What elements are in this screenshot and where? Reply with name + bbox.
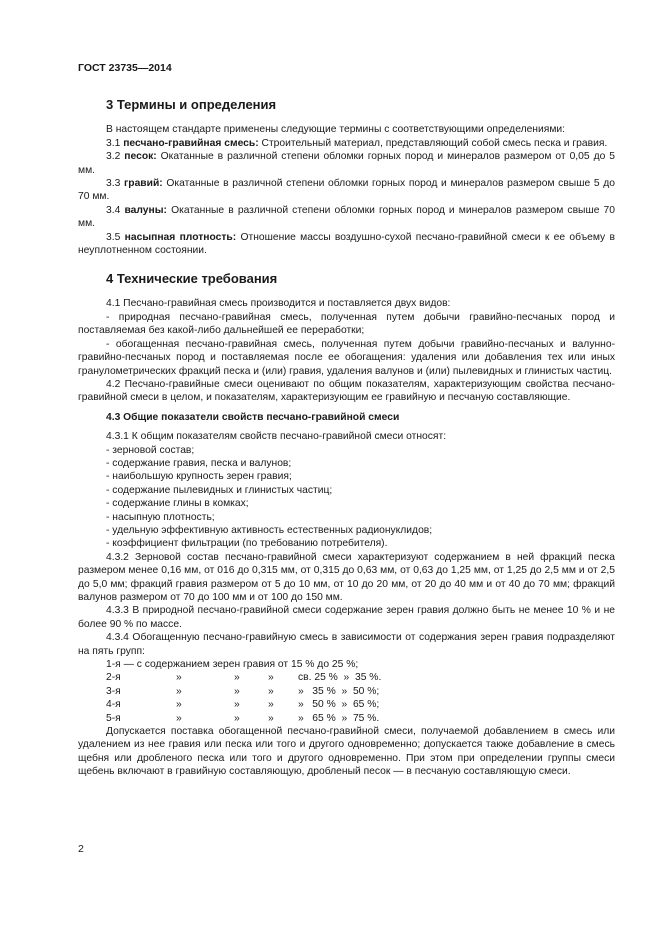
term-number: 3.1 bbox=[106, 137, 121, 149]
group-cell: » bbox=[268, 712, 274, 724]
term-definition bbox=[78, 204, 615, 231]
para-4-3-1: 4.3.1 К общим показателям свойств песчано-гравийной смеси относят: bbox=[106, 431, 447, 443]
group-cell: » bbox=[234, 699, 240, 711]
group-cell: » 65 % » 75 %. bbox=[298, 712, 380, 724]
para-4-1-item: - природная песчано-гравийная смесь, полученная путем добычи гравийно-песчаных пород и поставляемая без какой-либо дальнейшей ее переработки; bbox=[78, 311, 615, 337]
para-4-1: 4.1 Песчано-гравийная смесь производится и поставляется двух видов: bbox=[106, 298, 451, 310]
term-number: 3.5 bbox=[106, 231, 121, 243]
list-item: - коэффициент фильтрации (по требованию потребителя). bbox=[106, 538, 388, 550]
term-definition bbox=[78, 177, 615, 204]
group-cell: » 35 % » 50 %; bbox=[298, 685, 380, 697]
group-cell: 1-я — с содержанием зерен гравия от 15 % до 25 %; bbox=[106, 659, 359, 671]
group-row bbox=[106, 685, 418, 698]
group-cell: 2-я bbox=[106, 672, 121, 684]
group-cell: » bbox=[234, 712, 240, 724]
term-name: песок: bbox=[124, 151, 157, 163]
group-row bbox=[106, 712, 418, 725]
term-name: гравий: bbox=[123, 178, 163, 190]
indicator-list bbox=[78, 444, 615, 551]
list-item: - насыпную плотность; bbox=[106, 511, 215, 523]
term-definition bbox=[78, 231, 615, 258]
group-cell: » bbox=[234, 685, 240, 697]
group-cell: » 50 % » 65 %; bbox=[298, 699, 380, 711]
group-cell: » bbox=[176, 672, 182, 684]
section-4-3-title: 4.3 Общие показатели свойств песчано-гравийной смеси bbox=[106, 411, 400, 423]
para-4-3-3: 4.3.3 В природной песчано-гравийной смеси содержание зерен гравия должно быть не менее 10 % и не более 90 % по массе. bbox=[78, 605, 615, 630]
group-cell: 5-я bbox=[106, 712, 121, 724]
term-number: 3.4 bbox=[106, 204, 121, 216]
section-3-title: 3 Термины и определения bbox=[106, 97, 277, 113]
group-row bbox=[106, 671, 418, 684]
term-number: 3.2 bbox=[106, 151, 121, 163]
list-item: - удельную эффективную активность естественных радионуклидов; bbox=[106, 524, 433, 536]
group-row bbox=[106, 658, 418, 671]
group-cell: 3-я bbox=[106, 685, 121, 697]
para-4-3-4: 4.3.4 Обогащенную песчано-гравийную смесь в зависимости от содержания зерен гравия подразделяют на пять групп: bbox=[78, 632, 615, 657]
group-row bbox=[106, 698, 418, 711]
group-cell: » bbox=[234, 672, 240, 684]
list-item: - содержание пылевидных и глинистых частиц; bbox=[106, 484, 333, 496]
group-cell: » bbox=[268, 699, 274, 711]
term-name: насыпная плотность: bbox=[124, 231, 237, 243]
term-text: Строительный материал, представляющий собой смесь песка и гравия. bbox=[261, 137, 608, 149]
term-number: 3.3 bbox=[106, 178, 121, 190]
section-3-intro: В настоящем стандарте применены следующие термины с соответствующими определениями: bbox=[106, 124, 566, 136]
section-4-title: 4 Технические требования bbox=[106, 271, 278, 287]
list-item: - наибольшую крупность зерен гравия; bbox=[106, 471, 292, 483]
term-text: Окатанные в различной степени обломки горных пород и минералов размером свыше 70 мм. bbox=[78, 204, 616, 230]
term-definition bbox=[78, 137, 615, 150]
groups-table bbox=[106, 658, 418, 725]
list-item: - содержание гравия, песка и валунов; bbox=[106, 457, 292, 469]
group-cell: 4-я bbox=[106, 699, 121, 711]
list-item: - содержание глины в комках; bbox=[106, 498, 249, 510]
para-final: Допускается поставка обогащенной песчано-гравийной смеси, получаемой добавлением в смесь или удалением из нее гравия или песка или того и другого одновременно; допускается также добавление в смесь щебня или дробленого песка или того и другого одновременно. При этом при определении группы смеси щебень включают в гравийную составляющую, дробленый песок — в песчаную составляющую смеси. bbox=[78, 726, 615, 778]
para-4-2: 4.2 Песчано-гравийные смеси оценивают по общим показателям, характеризующим свойства песчано-гравийной смеси в целом, и показателям, характеризующим ее гравийную и песчаную составляющие. bbox=[78, 378, 615, 404]
para-4-3-2: 4.3.2 Зерновой состав песчано-гравийной смеси характеризуют содержанием в ней фракций песка размером менее 0,16 мм, от 016 до 0,315 мм, от 0,315 до 0,63 мм, от 0,63 до 1,25 мм, от 1,25 до 2,5 мм и от 2,5 до 5,0 мм; фракций гравия размером от 5 до 10 мм, от 10 до 20 мм, от 20 до 40 мм и от 40 до 70 мм; фракций валунов размером от 70 до 100 мм и от 100 до 150 мм. bbox=[78, 551, 615, 603]
term-text: Отношение массы воздушно-сухой песчано-гравийной смеси к ее объему в неуплотненном состоянии. bbox=[78, 231, 615, 257]
document-page bbox=[78, 62, 615, 779]
document-header: ГОСТ 23735—2014 bbox=[78, 62, 172, 74]
group-cell: св. 25 % » 35 %. bbox=[298, 672, 382, 684]
term-text: Окатанные в различной степени обломки горных пород и минералов размером свыше 5 до 70 мм. bbox=[78, 178, 615, 203]
group-cell: » bbox=[176, 685, 182, 697]
para-4-1-item: - обогащенная песчано-гравийная смесь, полученная путем добычи гравийно-песчаных и валунно-гравийно-песчаных пород и поставляемая после ее обогащения: удаления или добавления тех или иных гранулометрических фракций песка и (или) гравия, удаления валунов и (или) пылевидных и глинистых частиц. bbox=[78, 338, 615, 377]
term-name: валуны: bbox=[124, 204, 167, 216]
group-cell: » bbox=[268, 672, 274, 684]
group-cell: » bbox=[268, 685, 274, 697]
term-text: Окатанные в различной степени обломки горных пород и минералов размером от 0,05 до 5 мм. bbox=[78, 151, 615, 176]
group-cell: » bbox=[176, 712, 182, 724]
group-cell: » bbox=[176, 699, 182, 711]
term-definition bbox=[78, 150, 615, 177]
list-item: - зерновой состав; bbox=[106, 444, 195, 456]
page-number: 2 bbox=[78, 843, 84, 855]
term-name: песчано-гравийная смесь: bbox=[123, 137, 259, 149]
terms-list bbox=[78, 137, 615, 258]
